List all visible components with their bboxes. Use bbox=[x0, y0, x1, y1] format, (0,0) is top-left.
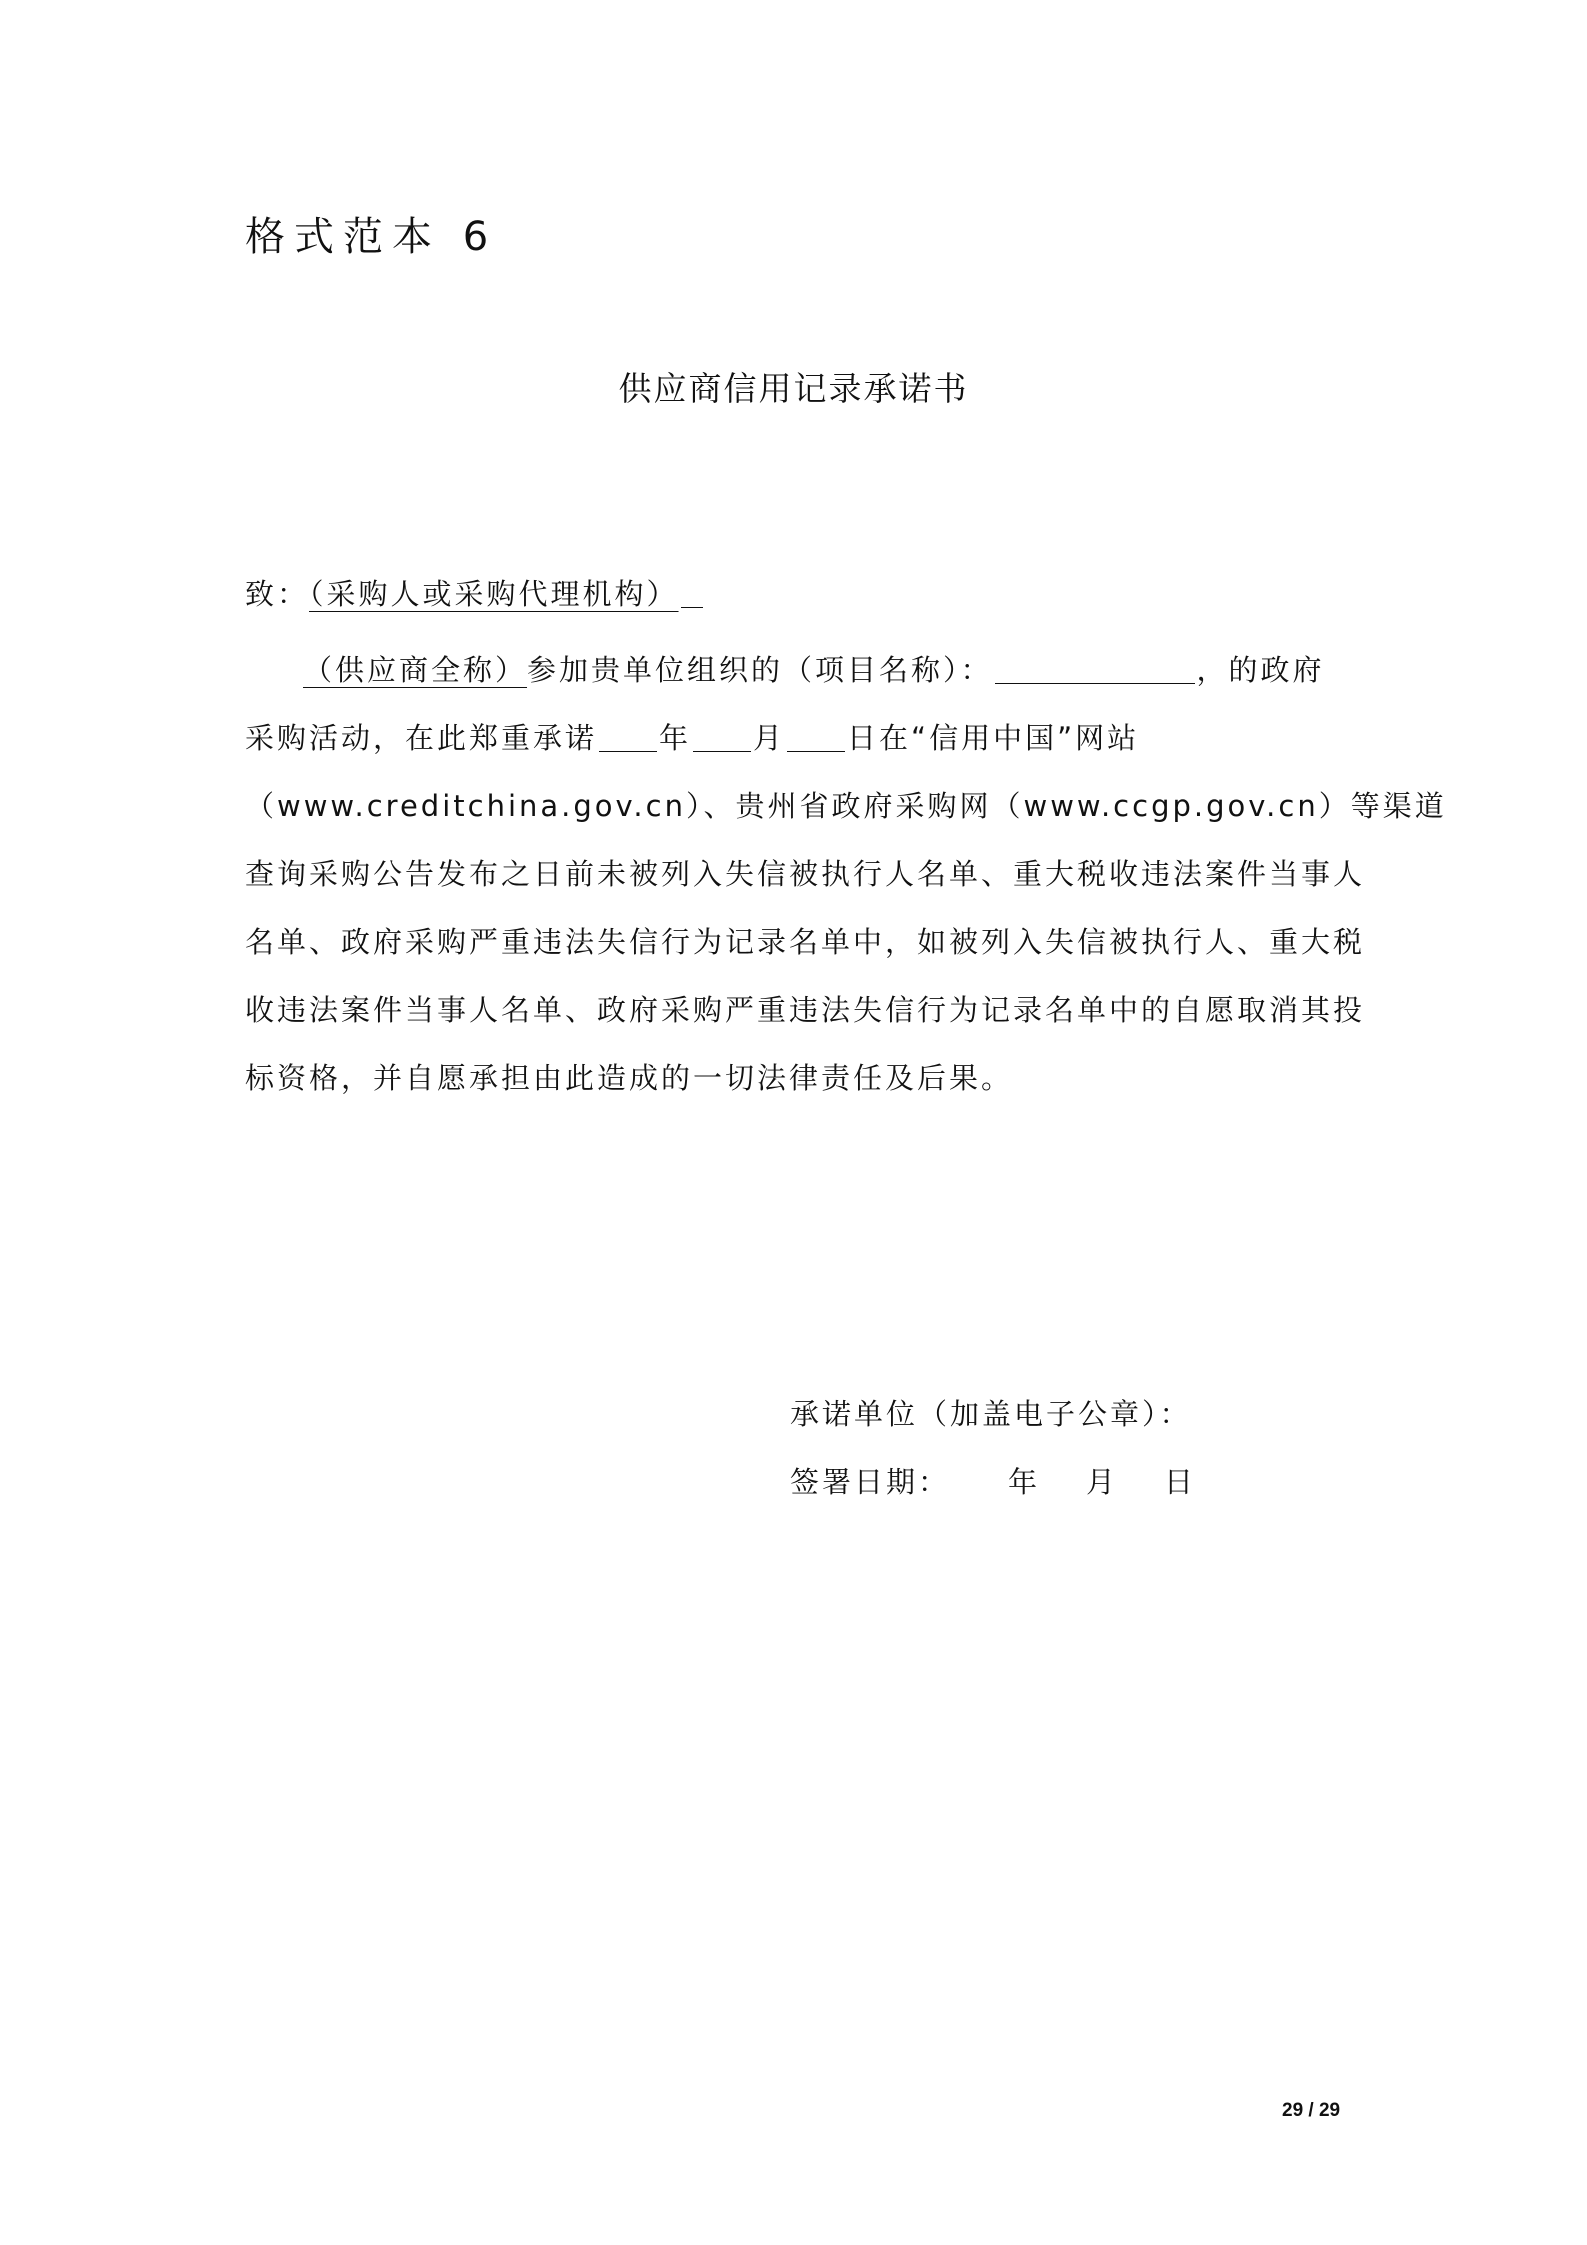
supplier-name-placeholder: （供应商全称） bbox=[303, 653, 528, 687]
body-line-6: 收违法案件当事人名单、政府采购严重违法失信行为记录名单中的自愿取消其投 bbox=[245, 993, 1366, 1027]
year-char: 年 bbox=[659, 721, 692, 755]
body-line-5: 名单、政府采购严重违法失信行为记录名单中，如被列入失信被执行人、重大税 bbox=[245, 925, 1366, 959]
commitment-body bbox=[245, 636, 1447, 1112]
signature-block bbox=[790, 1380, 1196, 1516]
signing-unit-label: 承诺单位（加盖电子公章）： bbox=[790, 1397, 1192, 1431]
addressee-placeholder: （采购人或采购代理机构） bbox=[309, 577, 679, 611]
body-line-3: （www.creditchina.gov.cn）、贵州省政府采购网（www.ccgp.gov.cn）等渠道 bbox=[245, 789, 1447, 823]
signing-day: 日 bbox=[1164, 1465, 1197, 1499]
body-line-2 bbox=[245, 704, 1353, 772]
signing-date-label: 签署日期： bbox=[790, 1465, 951, 1499]
day-blank bbox=[787, 750, 845, 752]
signing-month: 月 bbox=[1086, 1465, 1119, 1499]
month-char: 月 bbox=[753, 721, 786, 755]
addressee-prefix: 致： bbox=[245, 577, 310, 611]
year-blank bbox=[599, 750, 657, 752]
body-line-1-end: ，的政府 bbox=[1196, 653, 1325, 687]
body-line-4: 查询采购公告发布之日前未被列入失信被执行人名单、重大税收违法案件当事人 bbox=[245, 857, 1366, 891]
document-title: 供应商信用记录承诺书 bbox=[618, 369, 969, 408]
body-line-2-end: 日在“信用中国”网站 bbox=[847, 721, 1140, 755]
addressee-underline-tail bbox=[681, 606, 703, 608]
month-blank bbox=[693, 750, 751, 752]
addressee-line bbox=[245, 572, 705, 613]
body-line-2-start: 采购活动，在此郑重承诺 bbox=[245, 721, 598, 755]
project-name-blank bbox=[995, 682, 1195, 684]
signing-date-line bbox=[790, 1448, 1196, 1516]
body-line-1-mid: 参加贵单位组织的（项目名称）： bbox=[527, 653, 993, 687]
signing-year: 年 bbox=[1008, 1465, 1041, 1499]
format-template-heading: 格式范本 6 bbox=[245, 214, 498, 260]
body-line-1 bbox=[245, 636, 1353, 704]
page-number: 29 / 29 bbox=[1282, 2100, 1341, 2121]
body-line-7: 标资格，并自愿承担由此造成的一切法律责任及后果。 bbox=[245, 1061, 1014, 1095]
